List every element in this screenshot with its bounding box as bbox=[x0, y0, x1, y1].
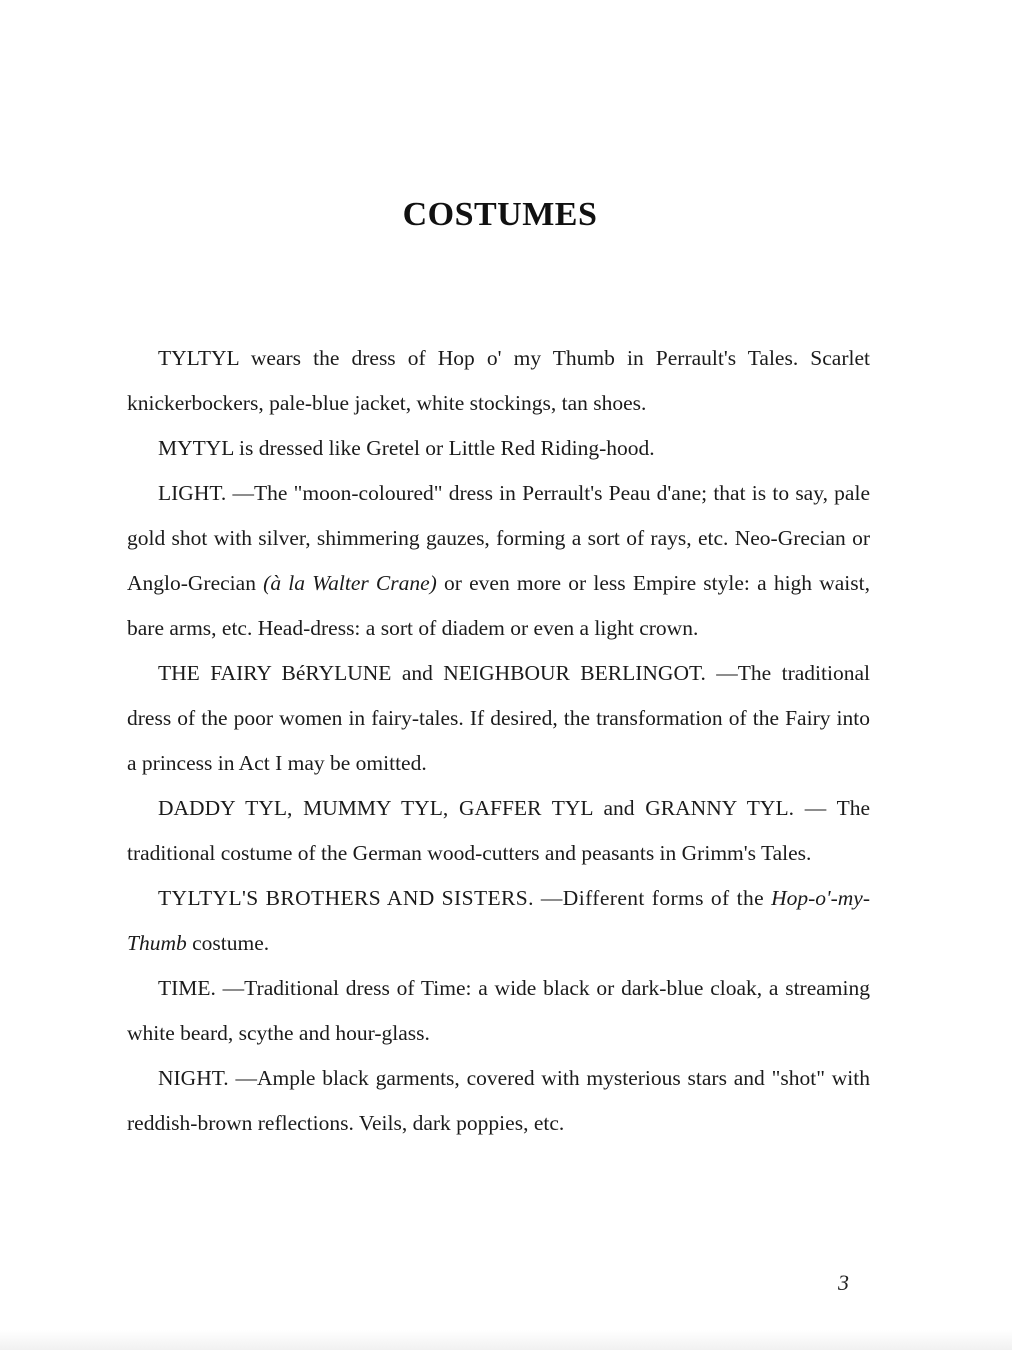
paragraph-parents-text: DADDY TYL, MUMMY TYL, GAFFER TYL and GRANNY TYL. — The traditional costume of the German wood-cutters and peasants in Grimm's Tales. bbox=[127, 796, 870, 865]
paragraph-night-text: NIGHT. —Ample black garments, covered with mysterious stars and "shot" with reddish-brown reflections. Veils, dark poppies, etc. bbox=[127, 1066, 870, 1135]
paragraph-siblings-italic-costume: Hop-o'-my-Thumb bbox=[127, 886, 870, 955]
paragraph-mytyl-text: MYTYL is dressed like Gretel or Little Red Riding-hood. bbox=[158, 436, 655, 460]
paragraph-light-text-end: or even more or less Empire style: a high waist, bare arms, etc. Head-dress: a sort of diadem or even a light crown. bbox=[127, 571, 870, 640]
paragraph-fairy bbox=[127, 651, 870, 786]
paragraph-tyltyl-text: TYLTYL wears the dress of Hop o' my Thumb in Perrault's Tales. Scarlet knickerbockers, pale-blue jacket, white stockings, tan shoes. bbox=[127, 346, 870, 415]
paragraph-time bbox=[127, 966, 870, 1056]
paragraph-mytyl bbox=[127, 426, 870, 471]
paragraph-siblings-text-start: TYLTYL'S BROTHERS AND SISTERS. —Different forms of the bbox=[158, 886, 772, 910]
paragraph-siblings-text-end: costume. bbox=[186, 931, 270, 955]
paragraph-parents bbox=[127, 786, 870, 876]
paragraph-fairy-text: THE FAIRY BéRYLUNE and NEIGHBOUR BERLINGOT. —The traditional dress of the poor women in fairy-tales. If desired, the transformation of the Fairy into a princess in Act I may be omitted. bbox=[127, 661, 870, 775]
paragraph-light bbox=[127, 471, 870, 651]
paragraph-light-text-start: LIGHT. —The "moon-coloured" dress in Perrault's Peau d'ane; that is to say, pale gold shot with silver, shimmering gauzes, forming a sort of rays, etc. Neo-Grecian or Anglo-Grecian bbox=[127, 481, 870, 595]
costume-descriptions bbox=[127, 336, 870, 1146]
paragraph-tyltyl bbox=[127, 336, 870, 426]
paragraph-light-italic-reference: (à la Walter Crane) bbox=[263, 571, 437, 595]
paragraph-time-text: TIME. —Traditional dress of Time: a wide black or dark-blue cloak, a streaming white beard, scythe and hour-glass. bbox=[127, 976, 870, 1045]
paragraph-siblings bbox=[127, 876, 870, 966]
paragraph-night bbox=[127, 1056, 870, 1146]
page-title: COSTUMES bbox=[402, 196, 598, 233]
page-bottom-edge bbox=[0, 1330, 1012, 1350]
page-number: 3 bbox=[838, 1270, 849, 1295]
